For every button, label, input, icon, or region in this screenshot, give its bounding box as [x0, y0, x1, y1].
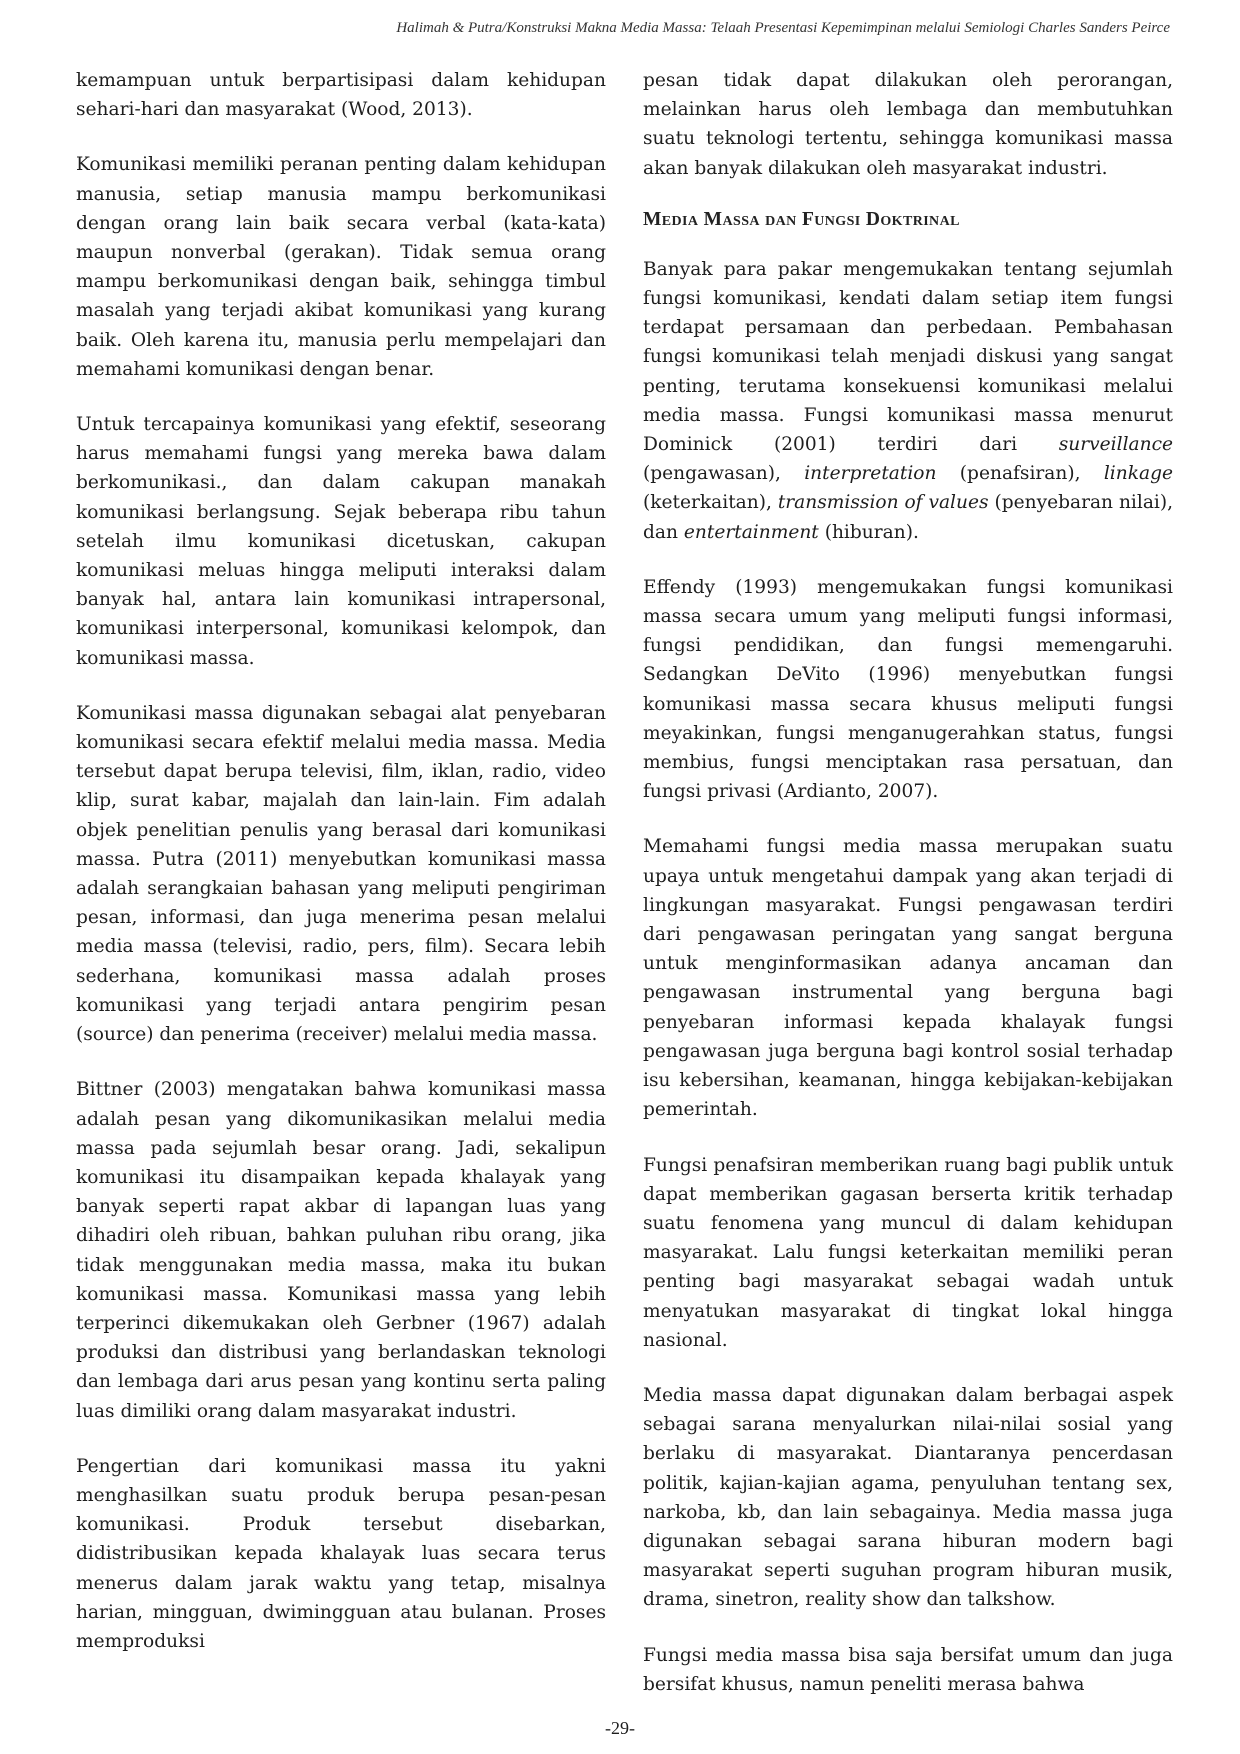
italic-term: transmission of values — [777, 492, 989, 514]
italic-term: entertainment — [683, 521, 819, 543]
paragraph: Bittner (2003) mengatakan bahwa komunikasi massa adalah pesan yang dikomunikasikan melalui media massa pada sejumlah besar orang. Jadi, sekalipun komunikasi itu disampaikan kepada khalayak yang banyak seperti rapat akbar di lapangan luas yang dihadiri oleh ribuan, bahkan puluhan ribu orang, jika tidak menggunakan media massa, maka itu bukan komunikasi massa. Komunikasi massa yang lebih terperinci dikemukakan oleh Gerbner (1967) adalah produksi dan distribusi yang berlandaskan teknologi dan lembaga dari arus pesan yang kontinu serta paling luas dimiliki orang dalam masyarakat industri. — [76, 1079, 606, 1422]
paragraph: kemampuan untuk berpartisipasi dalam kehidupan sehari-hari dan masyarakat (Wood, 2013). — [76, 70, 606, 121]
text-run: (pengawasan), — [643, 463, 805, 485]
paragraph: pesan tidak dapat dilakukan oleh perorangan, melainkan harus oleh lembaga dan membutuhkan suatu teknologi tertentu, sehingga komunikasi massa akan banyak dilakukan oleh masyarakat industri. — [643, 70, 1173, 179]
text-run: (penafsiran), — [936, 463, 1104, 485]
page-number: -29- — [605, 1718, 635, 1738]
paragraph: Pengertian dari komunikasi massa itu yakni menghasilkan suatu produk berupa pesan-pesan komunikasi. Produk tersebut disebarkan, didistribusikan kepada khalayak luas secara terus menerus dalam jarak waktu yang tetap, misalnya harian, mingguan, dwimingguan atau bulanan. Proses memproduksi — [76, 1455, 606, 1652]
italic-term: linkage — [1103, 463, 1173, 485]
paragraph: Media massa dapat digunakan dalam berbagai aspek sebagai sarana menyalurkan nilai-nilai sosial yang berlaku di masyarakat. Diantaranya pencerdasan politik, kajian-kajian agama, penyuluhan tentang sex, narkoba, kb, dan lain sebagainya. Media massa juga digunakan sebagai sarana hiburan modern bagi masyarakat seperti suguhan program hiburan musik, drama, sinetron, reality show dan talkshow. — [643, 1384, 1173, 1611]
running-head: Halimah & Putra/Konstruksi Makna Media Massa: Telaah Presentasi Kepemimpinan melalui Semiologi Charles Sanders Peirce — [396, 20, 1170, 36]
right-column — [643, 66, 1173, 1725]
paragraph-functions — [643, 255, 1173, 547]
paragraph: Memahami fungsi media massa merupakan suatu upaya untuk mengetahui dampak yang akan terjadi di lingkungan masyarakat. Fungsi pengawasan terdiri dari pengawasan peringatan yang sangat berguna untuk menginformasikan adanya ancaman dan pengawasan instrumental yang berguna bagi penyebaran informasi kepada khalayak fungsi pengawasan juga berguna bagi kontrol sosial terhadap isu kebersihan, keamanan, hingga kebijakan-kebijakan pemerintah. — [643, 836, 1173, 1121]
paragraph: Komunikasi memiliki peranan penting dalam kehidupan manusia, setiap manusia mampu berkomunikasi dengan orang lain baik secara verbal (kata-kata) maupun nonverbal (gerakan). Tidak semua orang mampu berkomunikasi dengan baik, sehingga timbul masalah yang terjadi akibat komunikasi yang kurang baik. Oleh karena itu, manusia perlu mempelajari dan memahami komunikasi dengan benar. — [76, 154, 606, 380]
paragraph: Fungsi media massa bisa saja bersifat umum dan juga bersifat khusus, namun peneliti merasa bahwa — [643, 1644, 1173, 1695]
italic-term: interpretation — [804, 463, 937, 485]
section-heading: Media Massa dan Fungsi Doktrinal — [643, 208, 960, 230]
text-run: (penyebaran nilai), dan — [643, 492, 1174, 543]
paragraph: Effendy (1993) mengemukakan fungsi komunikasi massa secara umum yang meliputi fungsi informasi, fungsi pendidikan, dan fungsi memengaruhi. Sedangkan DeVito (1996) menyebutkan fungsi komunikasi massa secara khusus meliputi fungsi meyakinkan, fungsi menganugerahkan status, fungsi membius, fungsi menciptakan rasa persatuan, dan fungsi privasi (Ardianto, 2007). — [643, 576, 1173, 803]
paragraph: Komunikasi massa digunakan sebagai alat penyebaran komunikasi secara efektif melalui media massa. Media tersebut dapat berupa televisi, film, iklan, radio, video klip, surat kabar, majalah dan lain-lain. Fim adalah objek penelitian penulis yang berasal dari komunikasi massa. Putra (2011) menyebutkan komunikasi massa adalah serangkaian bahasan yang meliputi pengiriman pesan, informasi, dan juga menerima pesan melalui media massa (televisi, radio, pers, film). Secara lebih sederhana, komunikasi massa adalah proses komunikasi yang terjadi antara pengirim pesan (source) dan penerima (receiver) melalui media massa. — [76, 702, 606, 1046]
italic-term: surveillance — [1058, 434, 1173, 456]
paragraph: Fungsi penafsiran memberikan ruang bagi publik untuk dapat memberikan gagasan berserta kritik terhadap suatu fenomena yang muncul di dalam kehidupan masyarakat. Lalu fungsi keterkaitan memiliki peran penting bagi masyarakat sebagai wadah untuk menyatukan masyarakat di tingkat lokal hingga nasional. — [643, 1154, 1173, 1351]
paragraph: Untuk tercapainya komunikasi yang efektif, seseorang harus memahami fungsi yang mereka bawa dalam berkomunikasi., dan dalam cakupan manakah komunikasi berlangsung. Sejak beberapa ribu tahun setelah ilmu komunikasi dicetuskan, cakupan komunikasi meluas hingga meliputi interaksi dalam banyak hal, antara lain komunikasi intrapersonal, komunikasi interpersonal, komunikasi kelompok, dan komunikasi massa. — [76, 414, 606, 669]
text-run: (hiburan). — [818, 521, 919, 543]
left-column — [76, 66, 606, 1682]
text-run: Banyak para pakar mengemukakan tentang sejumlah fungsi komunikasi, kendati dalam setiap item fungsi terdapat persamaan dan perbedaan. Pembahasan fungsi komunikasi telah menjadi diskusi yang sangat penting, terutama konsekuensi komunikasi melalui media massa. Fungsi komunikasi massa menurut Dominick (2001) terdiri dari — [643, 258, 1173, 456]
text-run: (keterkaitan), — [643, 492, 778, 514]
